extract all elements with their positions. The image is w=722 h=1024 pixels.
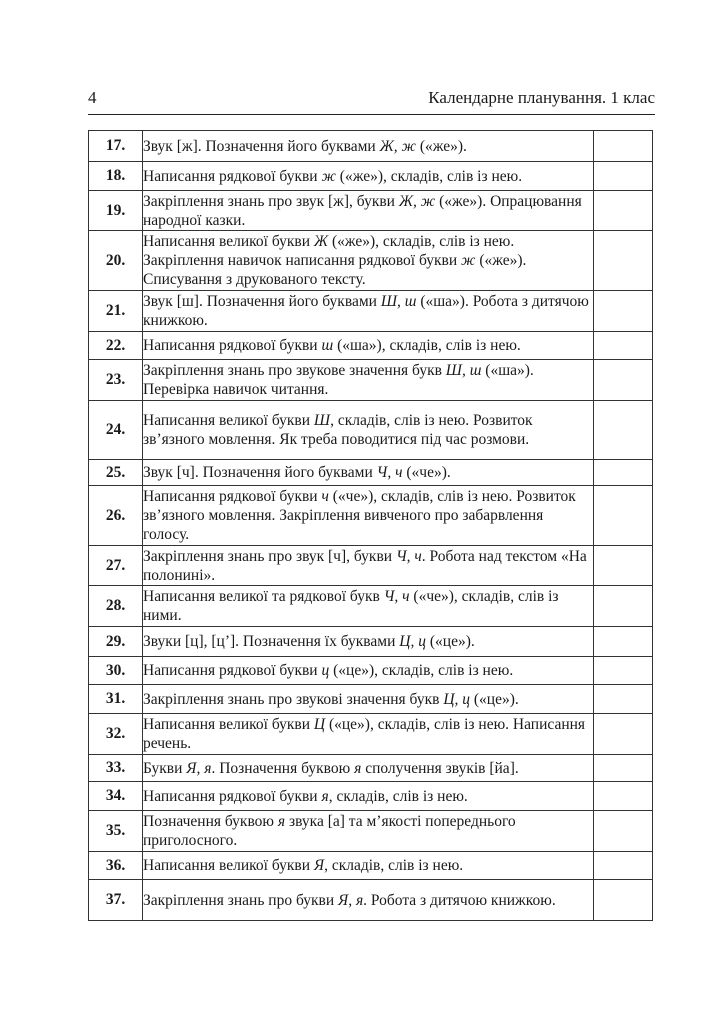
date-cell bbox=[594, 782, 653, 811]
table-row bbox=[89, 852, 653, 880]
date-cell bbox=[594, 657, 653, 685]
topic-text: Звук [ч]. Позначення його буквами bbox=[143, 464, 377, 481]
topic-text: , складів, слів із нею. bbox=[324, 857, 464, 874]
lesson-topic bbox=[143, 627, 594, 657]
lesson-topic bbox=[143, 486, 594, 546]
topic-text: Закріплення знань про звукове значення букв bbox=[143, 362, 446, 379]
topic-text: сполучення звуків [йа]. bbox=[361, 759, 519, 777]
letter-italic: Ц, ц bbox=[443, 690, 471, 708]
date-cell bbox=[594, 291, 653, 332]
lesson-number: 36. bbox=[89, 852, 143, 880]
letter-italic: ж bbox=[321, 167, 336, 185]
lesson-topic bbox=[143, 332, 594, 360]
date-cell bbox=[594, 486, 653, 546]
topic-text: («же»), складів, слів із нею. Закріплення навичок написання рядкової букви bbox=[143, 233, 515, 269]
table-row bbox=[89, 291, 653, 332]
date-cell bbox=[594, 755, 653, 782]
letter-italic: Ц, ц bbox=[399, 633, 426, 650]
topic-text: («че»), складів, слів із ними. bbox=[143, 588, 559, 624]
table-row bbox=[89, 231, 653, 291]
topic-text: («ша»), складів, слів із нею. bbox=[333, 337, 521, 354]
table-row bbox=[89, 782, 653, 811]
letter-italic: Ч, ч bbox=[376, 464, 403, 481]
letter-italic: Ж bbox=[313, 233, 329, 250]
date-cell bbox=[594, 627, 653, 657]
date-cell bbox=[594, 811, 653, 852]
table-row bbox=[89, 191, 653, 231]
topic-text: («ша»). Робота з дитячою книжкою. bbox=[143, 293, 589, 329]
lesson-number: 18. bbox=[89, 162, 143, 191]
table-row bbox=[89, 811, 653, 852]
lesson-topic bbox=[143, 852, 594, 880]
letter-italic: ч bbox=[321, 488, 329, 505]
letter-italic: я bbox=[321, 787, 329, 805]
lesson-number: 27. bbox=[89, 546, 143, 586]
lesson-topic bbox=[143, 586, 594, 627]
table-row bbox=[89, 460, 653, 486]
lesson-topic bbox=[143, 131, 594, 162]
table-row bbox=[89, 714, 653, 755]
date-cell bbox=[594, 360, 653, 401]
topic-text: Написання рядкової букви bbox=[143, 662, 322, 679]
lesson-topic bbox=[143, 657, 594, 685]
topic-text: , складів, слів із нею. Розвиток зв’язного мовлення. Як треба поводитися під час розмови. bbox=[143, 412, 533, 448]
topic-text: («це»). bbox=[470, 690, 519, 708]
table-row bbox=[89, 401, 653, 460]
lesson-number: 26. bbox=[89, 486, 143, 546]
date-cell bbox=[594, 131, 653, 162]
lesson-number: 23. bbox=[89, 360, 143, 401]
table-row bbox=[89, 360, 653, 401]
table-row bbox=[89, 586, 653, 627]
topic-text: («це»), складів, слів із нею. Написання речень. bbox=[143, 716, 586, 752]
table-row bbox=[89, 627, 653, 657]
lesson-topic bbox=[143, 401, 594, 460]
lesson-number: 30. bbox=[89, 657, 143, 685]
lesson-number: 19. bbox=[89, 191, 143, 231]
topic-text: («че»), складів, слів із нею. Розвиток зв’язного мовлення. Закріплення вивченого про забарвлення голосу. bbox=[143, 488, 576, 543]
date-cell bbox=[594, 162, 653, 191]
lesson-topic bbox=[143, 191, 594, 231]
date-cell bbox=[594, 685, 653, 714]
topic-text: Написання великої букви bbox=[143, 857, 314, 874]
letter-italic: ж bbox=[461, 252, 476, 269]
topic-text: Написання великої та рядкової букв bbox=[143, 588, 384, 605]
topic-text: («же»), складів, слів із нею. bbox=[335, 167, 523, 185]
letter-italic: Ш bbox=[313, 412, 331, 429]
letter-italic: Ч, ч bbox=[383, 588, 410, 605]
lesson-number: 21. bbox=[89, 291, 143, 332]
lesson-plan-table bbox=[88, 130, 653, 921]
lesson-number: 28. bbox=[89, 586, 143, 627]
lesson-topic bbox=[143, 811, 594, 852]
date-cell bbox=[594, 231, 653, 291]
topic-text: звука [а] та м’якості попереднього приголосного. bbox=[143, 813, 516, 849]
table-row bbox=[89, 755, 653, 782]
topic-text: Звуки [ц], [ц’]. Позначення їх буквами bbox=[143, 633, 400, 650]
table-row bbox=[89, 332, 653, 360]
lesson-number: 37. bbox=[89, 880, 143, 921]
date-cell bbox=[594, 332, 653, 360]
lesson-number: 31. bbox=[89, 685, 143, 714]
lesson-topic bbox=[143, 360, 594, 401]
topic-text: Написання рядкової букви bbox=[143, 787, 322, 805]
topic-text: («че»). bbox=[402, 464, 451, 481]
topic-text: Закріплення знань про букви bbox=[143, 891, 339, 909]
date-cell bbox=[594, 401, 653, 460]
letter-italic: я bbox=[277, 813, 286, 830]
topic-text: . Позначення буквою bbox=[211, 759, 355, 777]
topic-text: Закріплення знань про звук [ж], букви bbox=[143, 192, 399, 210]
letter-italic: Ж, ж bbox=[379, 137, 416, 155]
topic-text: Написання рядкової букви bbox=[143, 167, 322, 185]
lesson-topic bbox=[143, 880, 594, 921]
date-cell bbox=[594, 460, 653, 486]
date-cell bbox=[594, 880, 653, 921]
table-row bbox=[89, 131, 653, 162]
topic-text: («же»). Списування з друкованого тексту. bbox=[143, 252, 527, 288]
topic-text: Написання рядкової букви bbox=[143, 337, 322, 354]
letter-italic: Ш, ш bbox=[380, 293, 417, 310]
topic-text: . Робота над текстом «На полонині». bbox=[143, 547, 587, 584]
table-row bbox=[89, 880, 653, 921]
topic-text: («це»), складів, слів із нею. bbox=[329, 662, 514, 679]
letter-italic: я bbox=[354, 759, 362, 777]
topic-text: («ша»). Перевірка навичок читання. bbox=[143, 362, 534, 398]
lesson-number: 25. bbox=[89, 460, 143, 486]
letter-italic: Ц bbox=[313, 716, 326, 733]
topic-text: Написання великої букви bbox=[143, 233, 314, 250]
lesson-topic bbox=[143, 714, 594, 755]
lesson-topic bbox=[143, 162, 594, 191]
lesson-topic bbox=[143, 546, 594, 586]
table-row bbox=[89, 546, 653, 586]
table-row bbox=[89, 162, 653, 191]
lesson-topic bbox=[143, 782, 594, 811]
topic-text: Звук [ш]. Позначення його буквами bbox=[143, 293, 381, 310]
letter-italic: Я, я bbox=[186, 759, 212, 777]
date-cell bbox=[594, 191, 653, 231]
table-row bbox=[89, 486, 653, 546]
lesson-topic bbox=[143, 231, 594, 291]
header-rule bbox=[88, 114, 655, 115]
topic-text: Закріплення знань про звук [ч], букви bbox=[143, 547, 396, 565]
topic-text: Позначення буквою bbox=[143, 813, 278, 830]
letter-italic: Я bbox=[313, 857, 325, 874]
topic-text: («же»). Опрацювання народної казки. bbox=[143, 192, 582, 229]
topic-text: Написання великої букви bbox=[143, 412, 314, 429]
table-row bbox=[89, 657, 653, 685]
topic-text: («це»). bbox=[425, 633, 475, 650]
lesson-number: 22. bbox=[89, 332, 143, 360]
topic-text: («же»). bbox=[415, 137, 467, 155]
topic-text: , складів, слів із нею. bbox=[328, 787, 468, 805]
date-cell bbox=[594, 852, 653, 880]
lesson-number: 35. bbox=[89, 811, 143, 852]
lesson-number: 29. bbox=[89, 627, 143, 657]
letter-italic: Ж, ж bbox=[398, 192, 436, 210]
letter-italic: Ч, ч bbox=[395, 547, 422, 565]
date-cell bbox=[594, 586, 653, 627]
lesson-topic bbox=[143, 460, 594, 486]
table-row bbox=[89, 685, 653, 714]
letter-italic: Я, я bbox=[338, 891, 364, 909]
lesson-plan-body bbox=[89, 131, 653, 921]
lesson-number: 32. bbox=[89, 714, 143, 755]
lesson-number: 33. bbox=[89, 755, 143, 782]
topic-text: Закріплення знань про звукові значення букв bbox=[143, 690, 444, 708]
date-cell bbox=[594, 714, 653, 755]
letter-italic: Ш, ш bbox=[445, 362, 482, 379]
topic-text: Написання рядкової букви bbox=[143, 488, 322, 505]
topic-text: Написання великої букви bbox=[143, 716, 314, 733]
topic-text: Букви bbox=[143, 759, 187, 777]
topic-text: . Робота з дитячою книжкою. bbox=[363, 891, 556, 909]
letter-italic: ш bbox=[321, 337, 334, 354]
lesson-topic bbox=[143, 291, 594, 332]
date-cell bbox=[594, 546, 653, 586]
topic-text: Звук [ж]. Позначення його буквами bbox=[143, 137, 380, 155]
letter-italic: ц bbox=[321, 662, 330, 679]
lesson-topic bbox=[143, 685, 594, 714]
lesson-number: 20. bbox=[89, 231, 143, 291]
page-header bbox=[88, 88, 655, 114]
page-number: 4 bbox=[88, 88, 97, 107]
lesson-number: 17. bbox=[89, 131, 143, 162]
running-title: Календарне планування. 1 клас bbox=[428, 88, 655, 107]
lesson-number: 34. bbox=[89, 782, 143, 811]
lesson-number: 24. bbox=[89, 401, 143, 460]
lesson-topic bbox=[143, 755, 594, 782]
